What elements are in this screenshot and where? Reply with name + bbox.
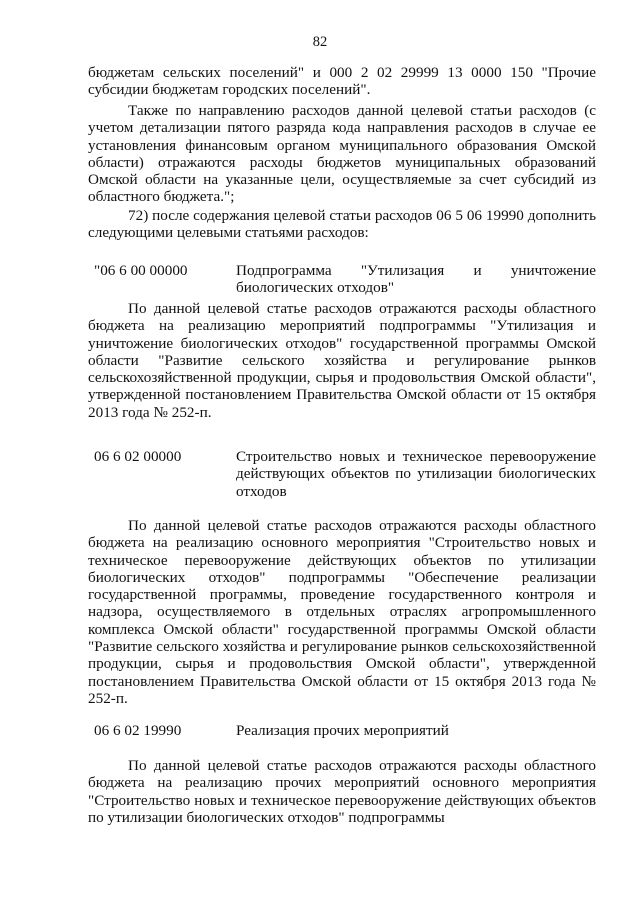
- intro-paragraph-continued: [88, 64, 596, 99]
- target-article-title: Подпрограмма "Утилизация и уничтожение биологических отходов": [236, 262, 596, 297]
- target-article-description: [88, 517, 596, 707]
- paragraph-text: По данной целевой статье расходов отражаются расходы областного бюджета на реализацию основного мероприятия "Строительство новых и техническое перевооружение действующих объектов по утилизации биологических отходов" подпрограммы "Обеспечение реализации государственной программы, проведение государственного контроля и надзора, осуществляемого в отдельных отраслях агропромышленного комплекса Омской области" государственной программы Омской области "Развитие сельского хозяйства и регулирование рынков сельскохозяйственной продукции, сырья и продовольствия Омской области", утвержденной постановлением Правительства Омской области от 15 октября 2013 года № 252-п.: [88, 517, 596, 707]
- target-article-code: 06 6 02 19990: [94, 722, 182, 739]
- target-article-code: "06 6 00 00000: [94, 262, 188, 279]
- paragraph-text: По данной целевой статье расходов отражаются расходы областного бюджета на реализацию прочих мероприятий основного мероприятия "Строительство новых и техническое перевооружение действующих объектов по утилизации биологических отходов" подпрограммы: [88, 757, 596, 826]
- paragraph-text: 72) после содержания целевой статьи расходов 06 5 06 19990 дополнить следующими целевыми статьями расходов:: [88, 207, 596, 242]
- paragraph-text: По данной целевой статье расходов отражаются расходы областного бюджета на реализацию мероприятий подпрограммы "Утилизация и уничтожение биологических отходов" государственной программы Омской области "Развитие сельского хозяйства и регулирование рынков сельскохозяйственной продукции, сырья и продовольствия Омской области", утвержденной постановлением Правительства Омской области от 15 октября 2013 года № 252-п.: [88, 300, 596, 421]
- target-article-description: [88, 300, 596, 421]
- paragraph-text: Также по направлению расходов данной целевой статьи расходов (с учетом детализации пятого разряда кода направления расходов в случае ее установления финансовым органом муниципального образования Омской области) отражаются расходы бюджетов муниципальных образований Омской области на указанные цели, осуществляемые за счет субсидий из областного бюджета.";: [88, 102, 596, 206]
- paragraph-text: бюджетам сельских поселений" и 000 2 02 29999 13 0000 150 "Прочие субсидии бюджетам городских поселений".: [88, 64, 596, 99]
- intro-paragraph-detail: [88, 102, 596, 206]
- target-article-description: [88, 757, 596, 826]
- page-number: 82: [312, 34, 328, 50]
- target-article-code: 06 6 02 00000: [94, 448, 182, 465]
- target-article-title: Строительство новых и техническое перевооружение действующих объектов по утилизации биологических отходов: [236, 448, 596, 500]
- target-article-title: Реализация прочих мероприятий: [236, 722, 449, 739]
- amendment-item-72: [88, 207, 596, 242]
